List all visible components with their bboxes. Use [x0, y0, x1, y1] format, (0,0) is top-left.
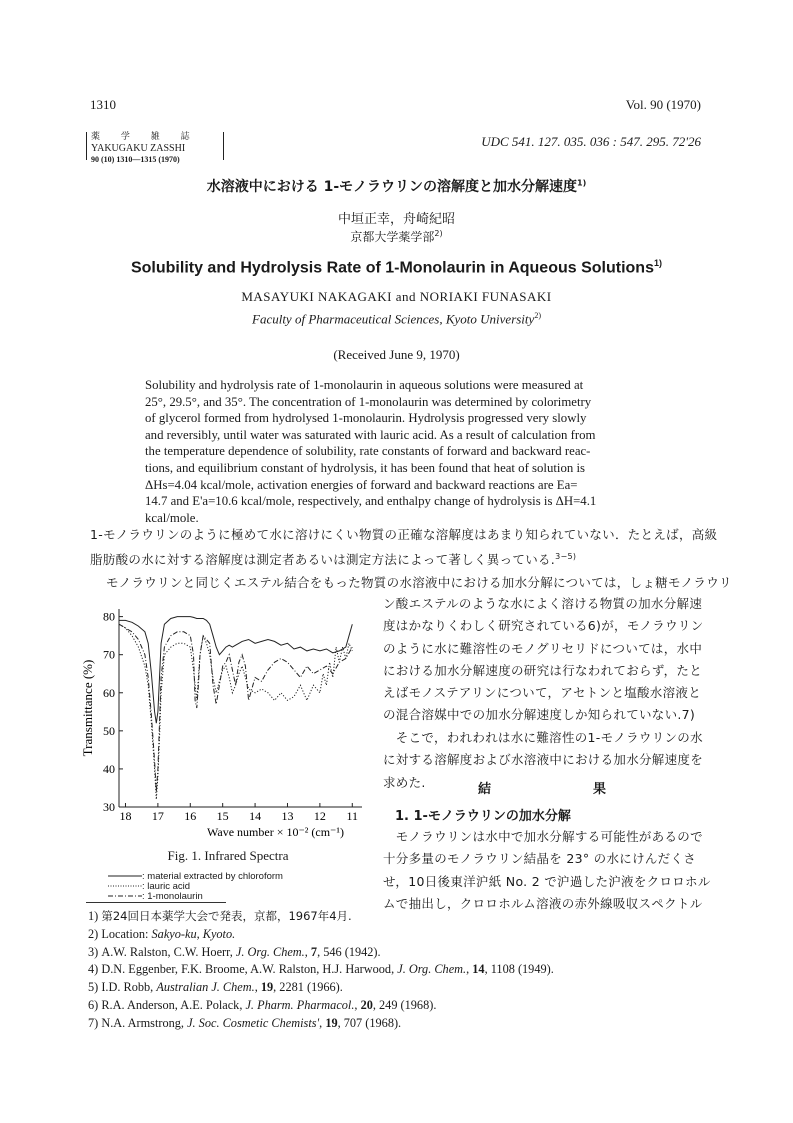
abstract-line: and reversibly, until water was saturated with lauric acid. As a result of calculation from: [145, 427, 596, 442]
abstract-line: ΔHs=4.04 kcal/mole, activation energies of forward and backward reactions are Ea=: [145, 477, 578, 492]
paragraph-line: 度はかなりくわしく研究されている6)が，モノラウリン: [383, 618, 704, 634]
x-tick-label: 11: [346, 809, 359, 823]
ir-spectrum-chart: [72, 595, 377, 850]
japanese-title: 水溶液中における 1-モノラウリンの溶解度と加水分解速度$^{1)}$: [206, 178, 587, 195]
english-authors: MASAYUKI NAKAGAKI and NORIAKI FUNASAKI: [241, 289, 552, 304]
paragraph-line: 求めた.: [383, 774, 426, 790]
footnote-3: 3) A.W. Ralston, C.W. Hoerr, J. Org. Chem., 7, 546 (1942).: [88, 944, 381, 959]
footnote-4: 4) D.N. Eggenber, F.K. Broome, A.W. Ralston, H.J. Harwood, J. Org. Chem., 14, 1108 (1949).: [88, 962, 554, 977]
paragraph-line: の混合溶媒中での加水分解速度しか知られていない.7): [383, 707, 696, 723]
english-affiliation: Faculty of Pharmaceutical Sciences, Kyoto University$^{2)}$: [252, 311, 541, 327]
paragraph-line: 十分多量のモノラウリン結晶を 23° の水にけんだくさ: [383, 851, 697, 867]
paragraph-line: 1-モノラウリンのように極めて水に溶けにくい物質の正確な溶解度はあまり知られていない．たとえば，高級: [90, 527, 718, 542]
abstract-line: kcal/mole.: [145, 510, 199, 525]
footnotes: [88, 908, 728, 1033]
paragraph-line: のように水に難溶性のモノグリセリドについては，水中: [383, 640, 703, 656]
y-tick-label: 30: [103, 800, 115, 814]
chart-series-group: [119, 617, 352, 800]
japanese-authors: 中垣正幸，舟崎紀昭: [337, 212, 455, 227]
footnote-7: 7) N.A. Armstrong, J. Soc. Cosmetic Chemists', 19, 707 (1968).: [88, 1015, 402, 1030]
chart-labels: [80, 610, 358, 839]
abstract-line: 14.7 and E'a=10.6 kcal/mole, respectively, and enthalpy change of hydrolysis is ΔH=4.1: [145, 494, 597, 509]
legend-dashdot-swatch: [108, 893, 142, 899]
japanese-affiliation: 京都大学薬学部$^{2)}$: [350, 229, 443, 244]
abstract-line: the temperature dependence of solubility, rate constants of forward and backward reac-: [145, 444, 591, 459]
page-number: 1310: [90, 97, 116, 112]
journal-name-japanese: 薬 学 雑 誌: [91, 132, 199, 142]
legend-item: : 1-monolaurin: [108, 891, 203, 902]
x-tick-label: 16: [184, 809, 197, 823]
results-heading-right: 果: [593, 782, 607, 797]
x-tick-label: 15: [216, 809, 229, 823]
abstract-line: Solubility and hydrolysis rate of 1-monolaurin in aqueous solutions were measured at: [145, 378, 584, 392]
paragraph-line: えばモノステアリンについて，アセトンと塩酸水溶液と: [383, 685, 702, 701]
volume-label: Vol. 90 (1970): [625, 97, 701, 112]
journal-issue: 90 (10) 1310—1315 (1970): [91, 155, 180, 164]
x-tick-label: 13: [281, 809, 294, 823]
y-tick-label: 50: [103, 723, 115, 738]
legend-item: : lauric acid: [108, 881, 190, 892]
paragraph-line: ムで抽出し，クロロホルム溶液の赤外線吸収スペクトル: [383, 895, 703, 911]
english-title: Solubility and Hydrolysis Rate of 1-Monolaurin in Aqueous Solutions$^{1)}$: [130, 258, 662, 277]
figure-caption: Fig. 1. Infrared Spectra: [167, 848, 289, 863]
x-tick-label: 14: [249, 809, 262, 823]
abstract-line: tions, and equilibrium constant of hydrolysis, it has been found that heat of solution is: [145, 460, 586, 475]
abstract: [145, 377, 651, 526]
journal-citation-box: [86, 132, 224, 164]
paragraph-line: ン酸エステルのような水によく溶ける物質の加水分解速: [383, 596, 703, 611]
abstract-line: 25°, 29.5°, and 35°. The concentration of 1-monolaurin was determined by colorimetry: [145, 394, 592, 409]
paragraph-line: せ，10日後東洋沪紙 No. 2 で沪過した沪液をクロロホル: [383, 873, 711, 889]
results-heading-left: 結: [478, 782, 492, 797]
udc-code: UDC 541. 127. 035. 036 : 547. 295. 72'26: [481, 134, 701, 149]
section-body: [383, 826, 711, 915]
section-title: 1. 1-モノラウリンの加水分解: [395, 809, 571, 824]
x-tick-label: 12: [313, 809, 326, 823]
footnote-6: 6) R.A. Anderson, A.E. Polack, J. Pharm. Pharmacol., 20, 249 (1968).: [88, 997, 437, 1012]
paragraph-line: 脂肪酸の水に対する溶解度は測定者あるいは測定方法によって著しく異っている.$^{3-5)}$: [90, 552, 577, 568]
received-date: (Received June 9, 1970): [333, 347, 460, 362]
x-tick-label: 17: [151, 809, 164, 823]
footnote-2: 2) Location: Sakyo-ku, Kyoto.: [88, 926, 236, 941]
intro-paragraph: [90, 524, 718, 571]
y-axis-label: Transmittance (%): [80, 659, 95, 757]
spectrum-line-solid: [119, 617, 352, 724]
paragraph-line: における加水分解速度の研究は行なわれておらず，たと: [383, 662, 703, 678]
paragraph-line: モノラウリンは水中で加水分解する可能性があるので: [383, 829, 703, 844]
legend-dotted-swatch: [108, 883, 142, 889]
paragraph-line: に対する溶解度および水溶液中における加水分解速度を: [383, 752, 704, 768]
y-tick-label: 70: [103, 647, 115, 662]
right-column-text-2: [383, 727, 704, 794]
footnote-1: 1) 第24回日本薬学大会で発表，京都，1967年4月.: [88, 909, 352, 923]
abstract-line: of glycerol formed from hydrolysed 1-monolaurin. Hydrolysis progressed very slowly: [145, 411, 587, 426]
y-tick-label: 80: [103, 609, 115, 624]
x-axis-label: Wave number × 10⁻² (cm⁻¹): [207, 825, 344, 839]
y-tick-label: 60: [103, 685, 115, 700]
journal-name-romaji: YAKUGAKU ZASSHI: [91, 143, 186, 154]
right-column-text: [383, 593, 704, 727]
legend-solid-swatch: [108, 873, 142, 879]
footnote-rule: [86, 902, 226, 903]
legend-item: : material extracted by chloroform: [108, 871, 283, 882]
paragraph-line: モノラウリンと同じくエステル結合をもった物質の水溶液中における加水分解については，しょ糖モノラウリ: [106, 575, 732, 590]
x-tick-label: 18: [119, 809, 132, 823]
y-tick-label: 40: [103, 761, 115, 776]
paragraph-line: そこで，われわれは水に難溶性の1-モノラウリンの水: [383, 730, 703, 745]
footnote-5: 5) I.D. Robb, Australian J. Chem., 19, 2281 (1966).: [88, 980, 343, 995]
